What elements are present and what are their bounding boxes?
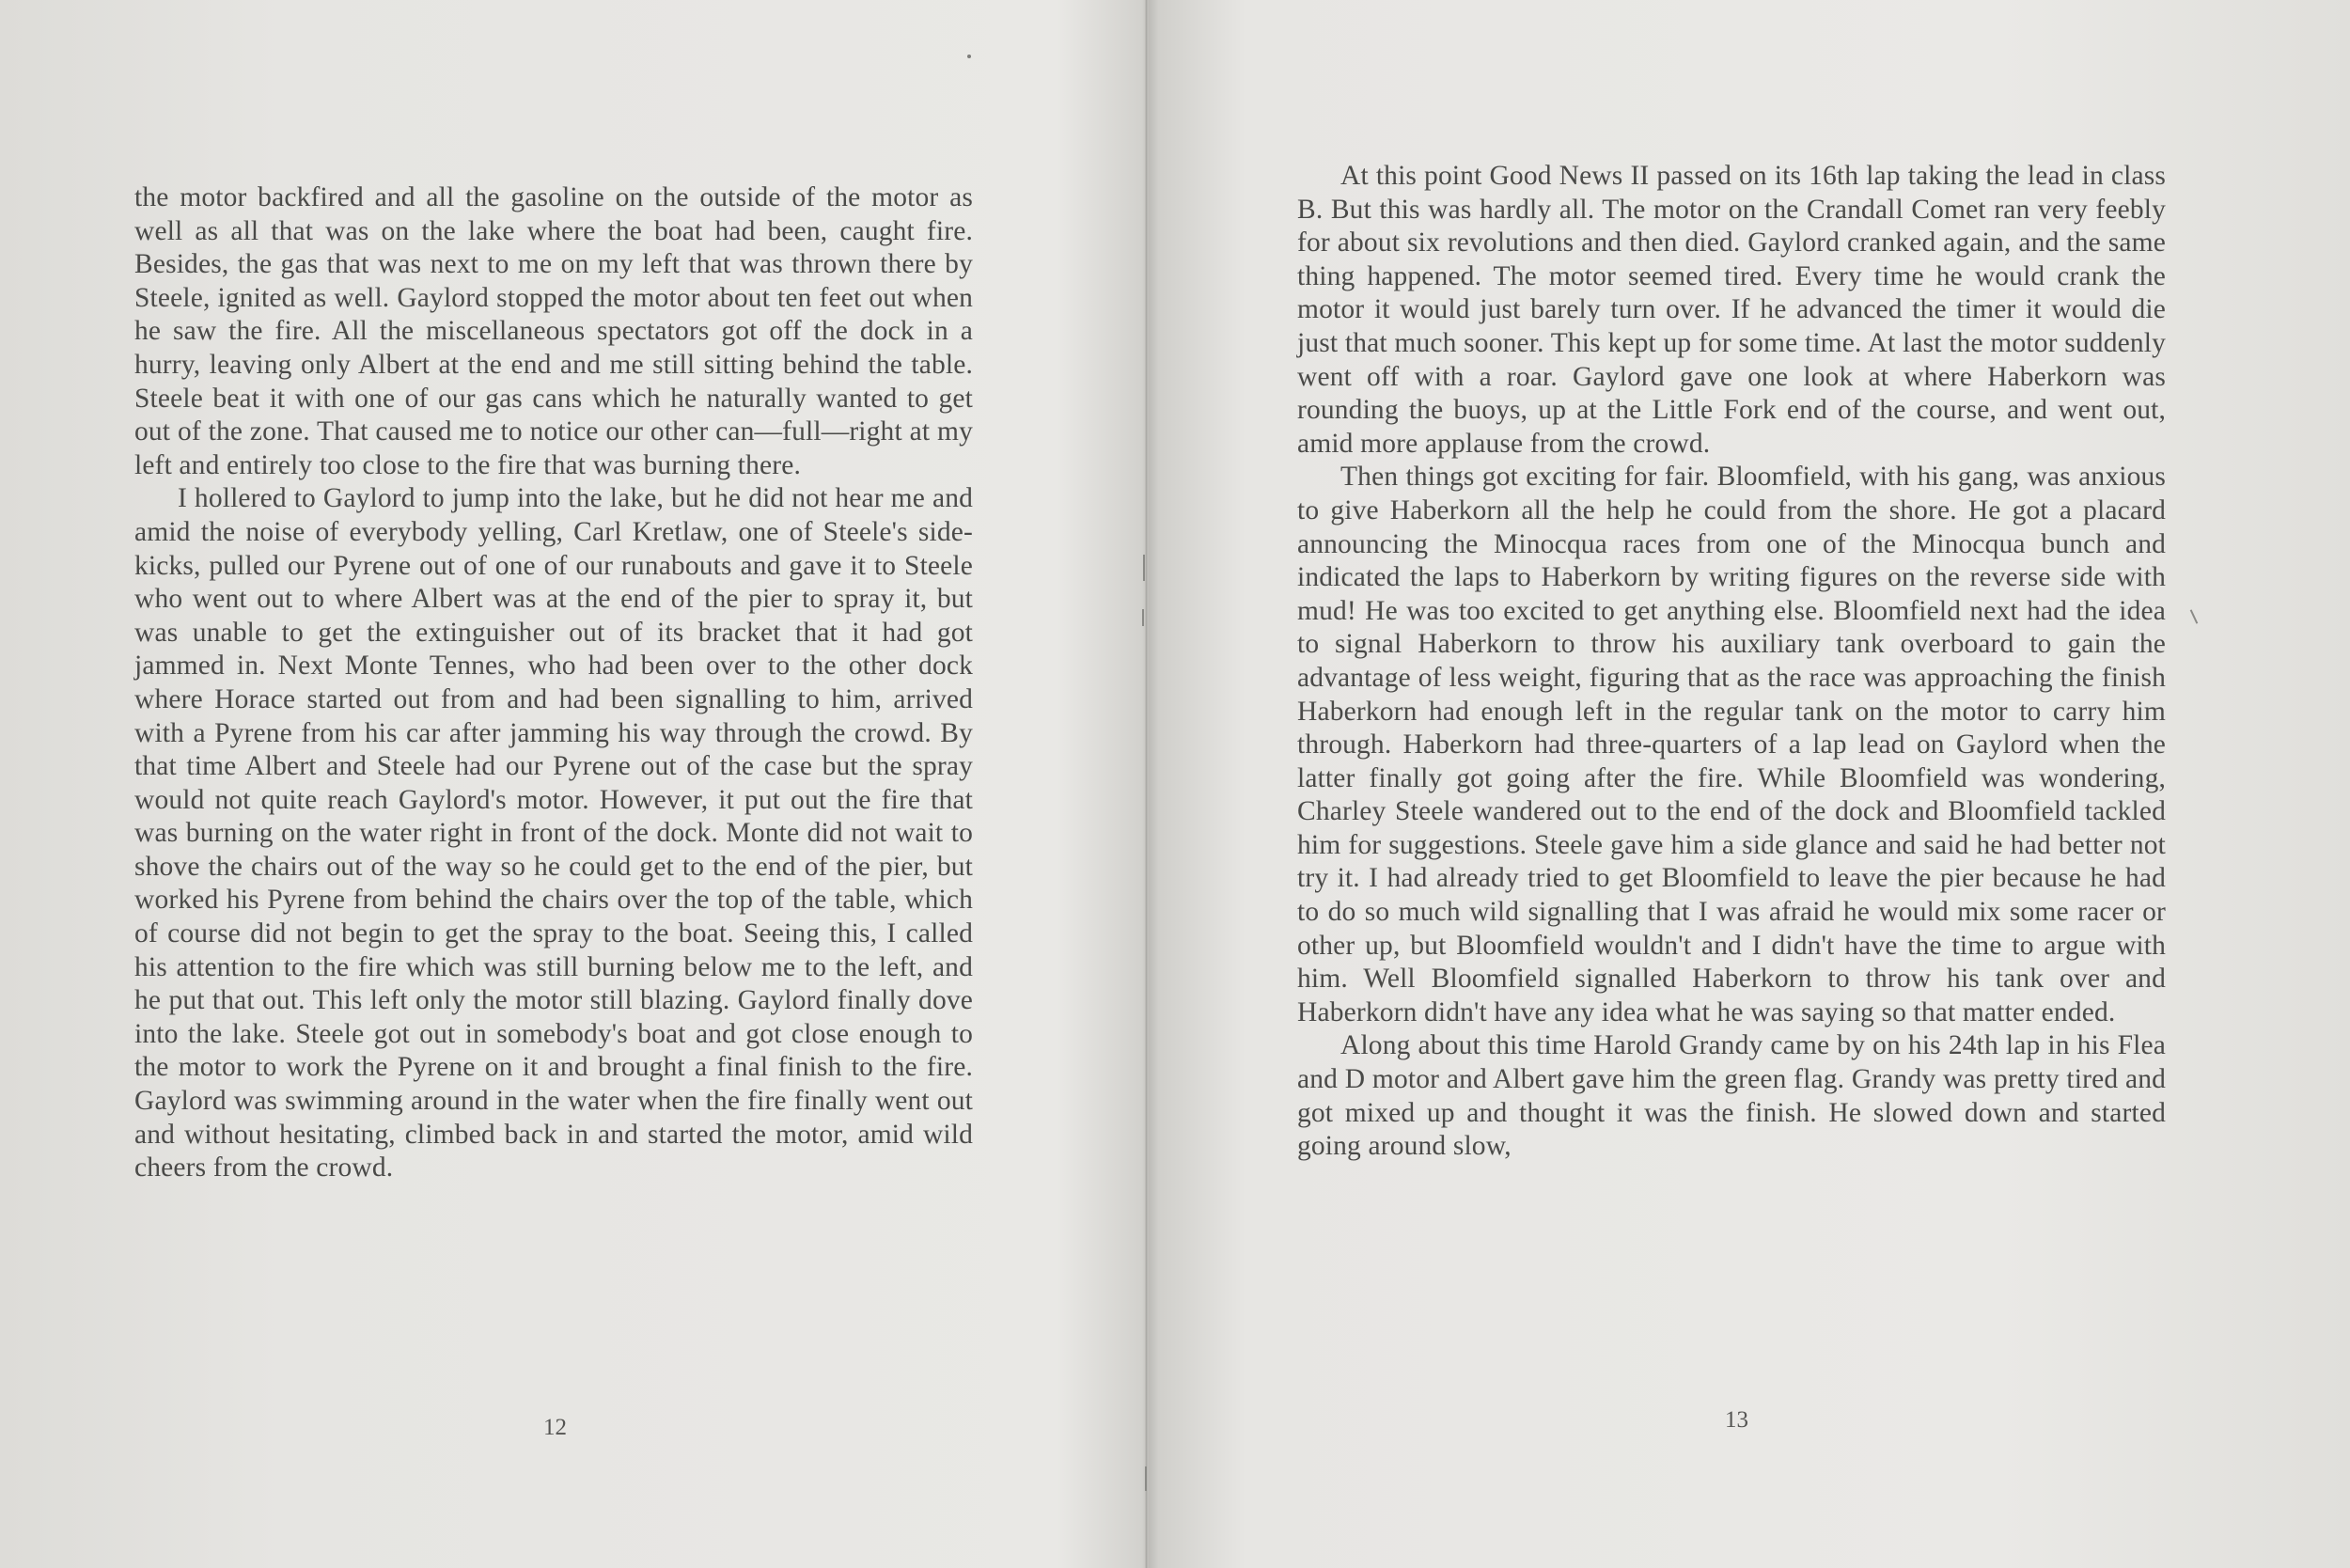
right-paragraph-3: Along about this time Harold Grandy came by on his 24th lap in his Flea and D motor and Albert gave him the green flag. Grandy was pretty tired and got mixed up and thought it was the finish. He slowed down and started going around slow, xyxy=(1297,1030,2166,1162)
left-page-text xyxy=(134,181,973,1185)
left-page-number: 12 xyxy=(543,1415,567,1440)
left-page xyxy=(0,0,1145,1568)
right-page-text xyxy=(1297,160,2166,1164)
right-paragraph-1: At this point Good News II passed on its 16th lap taking the lead in class B. But this was hardly all. The motor on the Crandall Comet ran very feebly for about six revolutions and then died. Gaylord cranked again, and the same thing happened. The motor seemed tired. Every time he would crank the motor it would just barely turn over. If he advanced the timer it would die just that much sooner. This kept up for some time. At last the motor suddenly went off with a roar. Gaylord gave one look at where Haberkorn was rounding the buoys, up at the Little Fork end of the course, and went out, amid more applause from the crowd. xyxy=(1297,161,2166,459)
right-page-number: 13 xyxy=(1725,1407,1748,1433)
right-paragraph-2: Then things got exciting for fair. Bloomfield, with his gang, was anxious to give Haberkorn all the help he could from the shore. He got a placard announcing the Minocqua races from one of the Minocqua bunch and indicated the laps to Haberkorn by writing figures on the reverse side with mud! He was too excited to get anything else. Bloomfield next had the idea to signal Haberkorn to throw his auxiliary tank overboard to gain the advantage of less weight, figuring that as the race was approaching the finish Haberkorn had enough left in the regular tank on the motor to carry him through. Haberkorn had three-quarters of a lap lead on Gaylord when the latter finally got going after the fire. While Bloomfield was wondering, Charley Steele wandered out to the end of the dock and Bloomfield tackled him for suggestions. Steele gave him a side glance and said he had better not try it. I had already tried to get Bloomfield to leave the pier because he had to do so much wild signalling that I was afraid he would mix some racer or other up, but Bloomfield wouldn't and I didn't have the time to argue with him. Well Bloomfield signalled Haberkorn to throw his tank over and Haberkorn didn't have any idea what he was saying so that matter ended. xyxy=(1297,462,2166,1027)
margin-mark xyxy=(1142,609,1144,626)
left-paragraph-2: I hollered to Gaylord to jump into the lake, but he did not hear me and amid the noise of everybody yelling, Carl Kretlaw, one of Steele's side-kicks, pulled our Pyrene out of one of our runabouts and gave it to Steele who went out to where Albert was at the end of the pier to spray it, but was unable to get the extinguisher out of its bracket that it had got jammed in. Next Monte Tennes, who had been over to the other dock where Horace started out from and had been signalling to him, arrived with a Pyrene from his car after jamming his way through the crowd. By that time Albert and Steele had our Pyrene out of the case but the spray would not quite reach Gaylord's motor. However, it put out the fire that was burning on the water right in front of the dock. Monte did not wait to shove the chairs out of the way so he could get to the end of the pier, but worked his Pyrene from behind the chairs over the top of the table, which of course did not begin to get the spray to the boat. Seeing this, I called his attention to the fire which was still burning below me to the left, and he put that out. This left only the motor still blazing. Gaylord finally dove into the lake. Steele got out in somebody's boat and got close enough to the motor to work the Pyrene on it and brought a final finish to the fire. Gaylord was swimming around in the water when the fire finally went out and without hesitating, climbed back in and started the motor, amid wild cheers from the crowd. xyxy=(134,483,973,1184)
paper-speck xyxy=(967,55,971,58)
margin-mark xyxy=(1143,555,1145,581)
margin-mark xyxy=(2190,609,2199,623)
right-page xyxy=(1148,0,2350,1568)
margin-mark xyxy=(1145,1466,1147,1491)
left-paragraph-1: the motor backfired and all the gasoline on the outside of the motor as well as all that was on the lake where the boat had been, caught fire. Besides, the gas that was next to me on my left that was thrown there by Steele, ignited as well. Gaylord stopped the motor about ten feet out when he saw the fire. All the miscellaneous spectators got off the dock in a hurry, leaving only Albert at the end and me still sitting behind the table. Steele beat it with one of our gas cans which he naturally wanted to get out of the zone. That caused me to notice our other can—full—right at my left and entirely too close to the fire that was burning there. xyxy=(134,182,973,480)
